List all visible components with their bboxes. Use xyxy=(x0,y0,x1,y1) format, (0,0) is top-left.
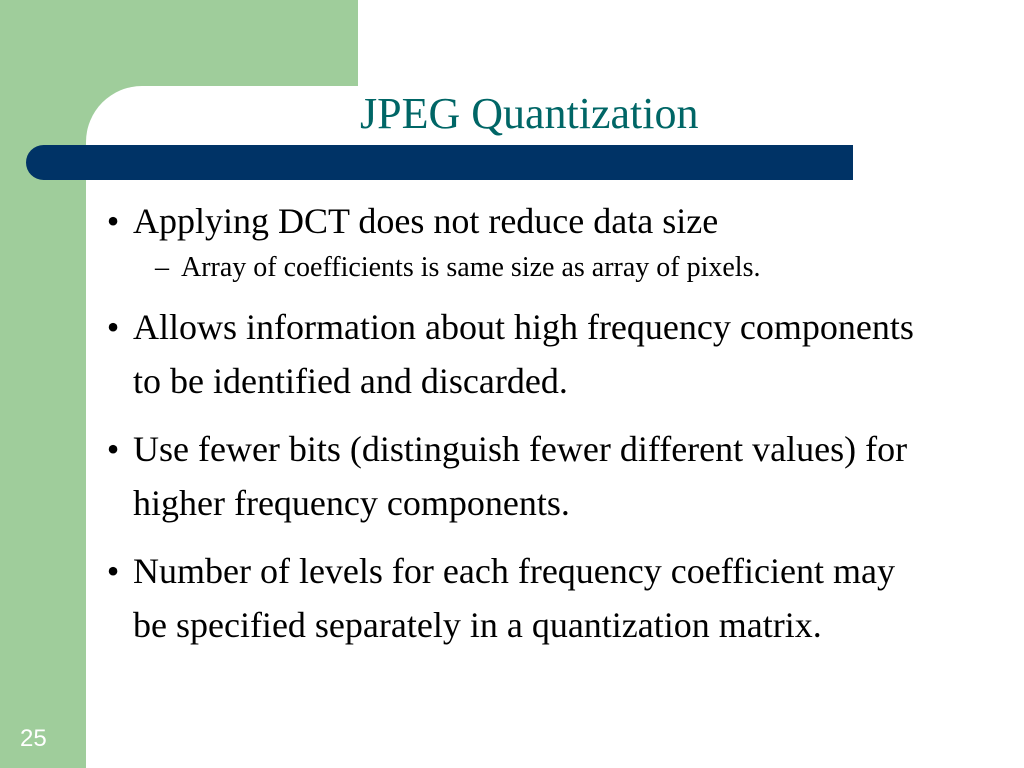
spacer xyxy=(93,408,1013,422)
bullet-text: Number of levels for each frequency coefficient may be specified separately in a quantization matrix. xyxy=(133,551,895,645)
bullet-marker: • xyxy=(106,429,120,469)
bullet-marker: • xyxy=(106,551,120,591)
bullet-text: Applying DCT does not reduce data size xyxy=(133,201,719,241)
page-number: 25 xyxy=(20,725,47,752)
sub-bullet-item xyxy=(93,248,1013,288)
green-background-left xyxy=(0,0,86,768)
bullet-item xyxy=(93,422,1013,530)
bullet-marker: • xyxy=(106,201,120,241)
title-underline-bar xyxy=(26,145,853,180)
sub-bullet-marker: – xyxy=(155,252,169,283)
bullet-list xyxy=(93,194,1013,652)
bullet-marker: • xyxy=(106,307,120,347)
bullet-item xyxy=(93,194,1013,248)
sub-bullet-text: Array of coefficients is same size as array of pixels. xyxy=(181,252,761,283)
slide-title: JPEG Quantization xyxy=(360,89,699,138)
spacer xyxy=(93,530,1013,544)
bullet-item xyxy=(93,300,1013,408)
bullet-text: Use fewer bits (distinguish fewer different values) for higher frequency components. xyxy=(133,429,908,523)
bullet-item xyxy=(93,544,1013,652)
bullet-text: Allows information about high frequency components to be identified and discarded. xyxy=(133,307,914,401)
